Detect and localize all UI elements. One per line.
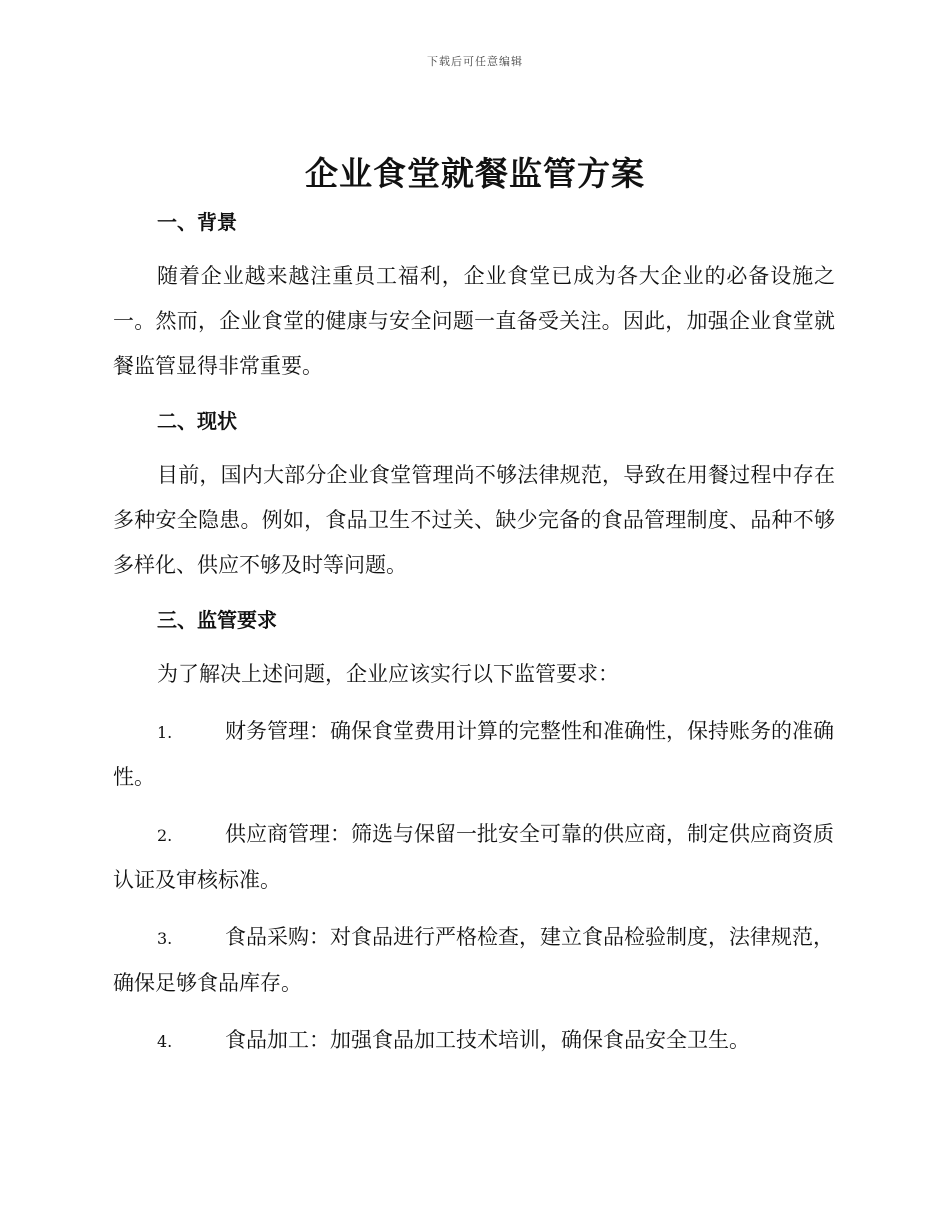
list-item-text: 财务管理：确保食堂费用计算的完整性和准确性，保持账务的准确性。	[113, 719, 834, 789]
page-header-note: 下载后可任意编辑	[427, 55, 523, 68]
section-heading-requirements: 三、监管要求	[157, 608, 277, 632]
section-heading-status: 二、现状	[157, 409, 237, 433]
section-intro-requirements: 为了解决上述问题，企业应该实行以下监管要求：	[157, 662, 619, 686]
list-item-number: 2.	[157, 826, 173, 845]
document-title: 企业食堂就餐监管方案	[305, 154, 645, 193]
list-item-number: 4.	[157, 1032, 173, 1051]
list-item-text: 食品采购：对食品进行严格检查，建立食品检验制度，法律规范，确保足够食品库存。	[113, 925, 834, 995]
section-heading-background: 一、背景	[157, 210, 237, 234]
list-item	[113, 915, 835, 1006]
section-paragraph-status: 目前，国内大部分企业食堂管理尚不够法律规范，导致在用餐过程中存在多种安全隐患。例如，食品卫生不过关、缺少完备的食品管理制度、品种不够多样化、供应不够及时等问题。	[113, 463, 835, 577]
list-item-text: 供应商管理：筛选与保留一批安全可靠的供应商，制定供应商资质认证及审核标准。	[113, 822, 834, 892]
list-item	[113, 812, 835, 903]
section-paragraph-background: 随着企业越来越注重员工福利，企业食堂已成为各大企业的必备设施之一。然而，企业食堂的健康与安全问题一直备受关注。因此，加强企业食堂就餐监管显得非常重要。	[113, 264, 835, 378]
list-item	[113, 1018, 835, 1064]
document-body	[113, 202, 835, 1076]
list-item-number: 3.	[157, 929, 173, 948]
list-item-number: 1.	[157, 723, 173, 742]
list-item-text: 食品加工：加强食品加工技术培训，确保食品安全卫生。	[225, 1028, 750, 1052]
list-item	[113, 709, 835, 800]
